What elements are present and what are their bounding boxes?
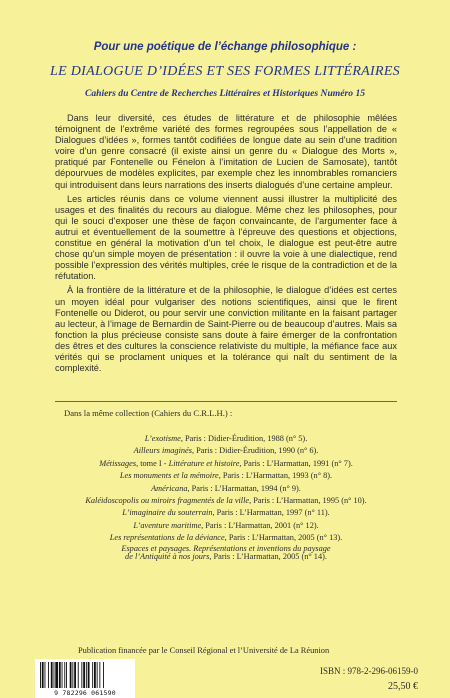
blurb-paragraph: Les articles réunis dans ce volume viennent aussi illustrer la multiplicité des usages et des finalités du recours au dialogue. Même chez les philosophes, pour qui le souci d’exposer une thèse de façon convaincante, de l’argumenter face à autrui et éventuellement de la soumettre à l’épreuve des questions et objections, constitue en général la motivation d’un tel choix, le dialogue est peut-être autre chose qu’un simple moyen de présentation : il ouvre la voie à une dialectique, rend possible l’expression des vérités multiples, crée le risque de la contradiction et de la réfutation.	[55, 193, 397, 282]
item-details: , Paris : L’Harmattan, 1991 (n° 7).	[239, 458, 353, 468]
item-details: , Paris : L’Harmattan, 1993 (n° 8).	[218, 471, 333, 481]
book-title: LE DIALOGUE D’IDÉES ET SES FORMES LITTÉRAIRES	[50, 64, 400, 79]
list-item	[55, 520, 397, 532]
barcode-bar	[40, 662, 41, 688]
barcode-bar	[72, 662, 73, 688]
barcode-bar	[83, 662, 85, 688]
list-item	[55, 507, 397, 519]
item-details: , Paris : Didier-Érudition, 1990 (n° 6).	[191, 446, 319, 456]
divider	[55, 401, 397, 402]
barcode-bar	[55, 662, 58, 688]
barcode-bar	[64, 662, 65, 688]
item-title: Espaces et paysages. Représentations et inventions du paysage	[121, 543, 331, 553]
funding-note: Publication financée par le Conseil Régional et l’Université de La Réunion	[78, 646, 330, 655]
blurb-paragraph: Dans leur diversité, ces études de littérature et de philosophie mêlées témoignent de l’extrême variété des formes regroupées sous l’appellation de « Dialogues d’idées », formes tantôt codifiées de longue date au sein d’une tradition voire d’un genre consacré (il existe ainsi un genre du « Dialogue des Morts », pratiqué par Fontenelle ou Fénelon à l’imitation de Lucien de Samosate), tantôt dépourvues de modèles explicites, par exemple chez les innombrables romanciers qui introduisent dans leurs narrations des inserts dialogués d’une certaine ampleur.	[55, 113, 397, 190]
list-item	[55, 495, 397, 507]
kicker-line: Pour une poétique de l’échange philosophique :	[93, 41, 357, 53]
item-title: Les monuments et la mémoire	[119, 471, 219, 481]
item-title: Les représentations de la déviance	[109, 533, 225, 543]
list-item	[55, 458, 397, 470]
barcode-bars	[38, 662, 132, 688]
collection-heading: Dans la même collection (Cahiers du C.R.L.H.) :	[64, 408, 233, 418]
list-item	[55, 433, 397, 445]
barcode-bar	[42, 662, 44, 688]
item-title: Métissages	[99, 458, 137, 468]
item-title: Ailleurs imaginés	[133, 446, 192, 456]
item-details: , tome I -	[136, 458, 169, 468]
item-title: Américana	[151, 483, 188, 493]
barcode-bar	[86, 662, 87, 688]
isbn: ISBN : 978-2-296-06159-0	[320, 666, 418, 676]
blurb	[55, 113, 397, 377]
barcode-bar	[103, 662, 104, 688]
barcode-bar	[78, 662, 79, 688]
barcode-bar	[70, 662, 72, 688]
item-details: , Paris : L’Harmattan, 2005 (n° 14).	[209, 552, 327, 562]
item-details: , Paris : Didier-Érudition, 1988 (n° 5).	[180, 434, 308, 443]
item-subtitle: Littérature et histoire	[168, 458, 240, 468]
list-item	[55, 445, 397, 457]
item-title: Kaléidoscopolis ou miroirs fragmentés de la ville	[85, 496, 250, 506]
item-details: , Paris : L’Harmattan, 1997 (n° 11).	[212, 508, 330, 518]
barcode	[35, 659, 135, 698]
barcode-bar	[62, 662, 63, 688]
barcode-bar	[66, 662, 67, 688]
item-details: , Paris : L’Harmattan, 2001 (n° 12).	[201, 520, 319, 530]
list-item	[55, 483, 397, 495]
barcode-bar	[74, 662, 76, 688]
collection-list	[55, 433, 397, 562]
barcode-bar	[45, 662, 46, 688]
item-details: , Paris : L’Harmattan, 1995 (n° 10).	[249, 496, 367, 506]
list-item	[55, 553, 397, 562]
barcode-bar	[92, 662, 93, 688]
item-title: de l’Antiquité à nos jours	[125, 552, 210, 562]
barcode-bar	[88, 662, 90, 688]
barcode-bar	[97, 662, 98, 688]
blurb-paragraph: À la frontière de la littérature et de la philosophie, le dialogue d’idées est certes un moyen idéal pour vulgariser des notions scientifiques, ainsi que le firent Fontenelle ou Diderot, ou pour servir une conviction militante en la faisant partager au lecteur, à l’image de Bernardin de Saint-Pierre ou de beaucoup d’autres. Mais sa fonction la plus précieuse consiste sans doute à faire émerger de la confrontation des êtres et des cultures la conscience relativiste du multiple, la méfiance face aux vérités qui se proclament uniques et la tolérance qui naît du sentiment de la complexité.	[55, 285, 397, 374]
list-item	[55, 470, 397, 482]
item-title: L’imaginaire du souterrain	[122, 508, 213, 518]
series-subtitle: Cahiers du Centre de Recherches Littéraires et Historiques Numéro 15	[84, 88, 366, 99]
item-details: , Paris : L’Harmattan, 1994 (n° 9).	[187, 483, 301, 493]
barcode-bar	[59, 662, 61, 688]
price: 25,50 €	[388, 681, 418, 692]
barcode-number: 9 782296 061590	[54, 689, 116, 697]
barcode-bar	[48, 662, 49, 688]
barcode-bar	[81, 662, 82, 688]
barcode-bar	[54, 662, 55, 688]
barcode-bar	[99, 662, 100, 688]
barcode-bar	[51, 662, 53, 688]
item-details: , Paris : L’Harmattan, 2005 (n° 13).	[224, 533, 343, 543]
item-title: L’aventure maritime	[133, 520, 202, 530]
barcode-bar	[94, 662, 96, 688]
item-title: L’exotisme	[144, 434, 181, 443]
